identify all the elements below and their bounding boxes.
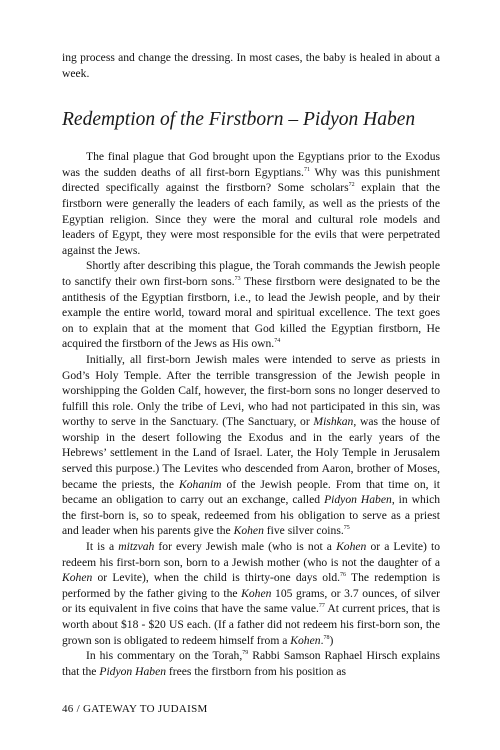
footnote-marker: 77 [318,603,325,610]
footnote-marker: 76 [340,572,347,579]
italic-term: Mishkan [313,415,354,429]
footnote-marker: 79 [242,650,249,657]
italic-term: Pidyon Haben [324,493,392,507]
footnote-marker: 72 [348,182,355,189]
italic-term: Kohanim [179,477,222,491]
italic-term: Pidyon Haben [99,664,167,678]
footnote-marker: 78 [323,634,330,641]
footnote-marker: 71 [303,166,310,173]
footnote-marker: 75 [343,525,350,532]
italic-term: Kohen [62,571,93,585]
body-paragraph-2: Shortly after describing this plague, the Torah commands the Jewish people to sanctify their own first-born sons.$^{73}$ These firstborn were designated to be the antithesis of the Egyptian firstborn, i.e., to lead the Jewish people, and by their example the entire world, toward moral and spiritual excellence. The text goes on to explain that at the moment that God killed the Egyptian firstborn, He acquired the firstborn of the Jews as His own.$^{74}$ [62,259,440,351]
section-title: Redemption of the Firstborn – Pidyon Haben [62,109,416,131]
intro-paragraph: ing process and change the dressing. In most cases, the baby is healed in about a week. [62,51,440,80]
italic-term: mitzvah [118,540,155,554]
footnote-marker: 73 [234,276,241,283]
body-paragraph-3: Initially, all first-born Jewish males were intended to serve as priests in God’s Holy Temple. After the terrible transgression of the Jewish people in worshipping the Golden Calf, however, the first-born sons no longer deserved to fulfill this role. Only the tribe of Levi, who had not participated in this sin, was worthy to serve in the Sanctuary. (The Sanctuary, or Mishkan, was the house of worship in the desert following the Exodus and in the early years of the Hebrews’ settlement in the Land of Israel. Later, the Holy Temple in Jerusalem served this purpose.) The Levites who descended from Aaron, brother of Moses, became the priests, the Kohanim of the Jewish people. From that time on, it became an obligation to carry out an exchange, called Pidyon Haben, in which the first-born is, so to speak, redeemed from his obligation to serve as a priest and leader when his parents give the Kohen five silver coins.$^{75}$ [62,352,441,538]
italic-term: Kohen [290,633,321,647]
footnote-marker: 74 [274,338,281,345]
italic-term: Kohen [233,524,264,538]
body-paragraph-4: It is a mitzvah for every Jewish male (who is not a Kohen or a Levite) to redeem his first-born son, born to a Jewish mother (who is not the daughter of a Kohen or Levite), when the child is thirty-one days old.$^{76}$ The redemption is performed by the father giving to the Kohen 105 grams, or 3.7 ounces, of silver or its equivalent in five coins that have the same value.$^{77}$ At current prices, that is worth about $18 - $20 US each. (If a father did not redeem his first-born son, the grown son is obligated to redeem himself from a Kohen.$^{78}$) [62,540,441,647]
italic-term: Kohen [336,540,367,554]
page-body [62,50,440,679]
body-paragraph-1: The final plague that God brought upon the Egyptians prior to the Exodus was the sudden deaths of all first-born Egyptians.$^{71}$ Why was this punishment directed specifically against the firstborn? Some scholars$^{72}$ explain that the firstborn were generally the leaders of each family, as well as the priests of the Egyptian religion. Since they were the moral and cultural role models and leaders of Egypt, they were most responsible for the evils that were perpetrated against the Jews. [62,150,440,257]
body-paragraph-5: In his commentary on the Torah,$^{79}$ Rabbi Samson Raphael Hirsch explains that the Pidyon Haben frees the firstborn from his position as [62,649,440,678]
page-footer: 46 / GATEWAY TO JUDAISM [62,703,208,715]
italic-term: Kohen [241,586,272,600]
